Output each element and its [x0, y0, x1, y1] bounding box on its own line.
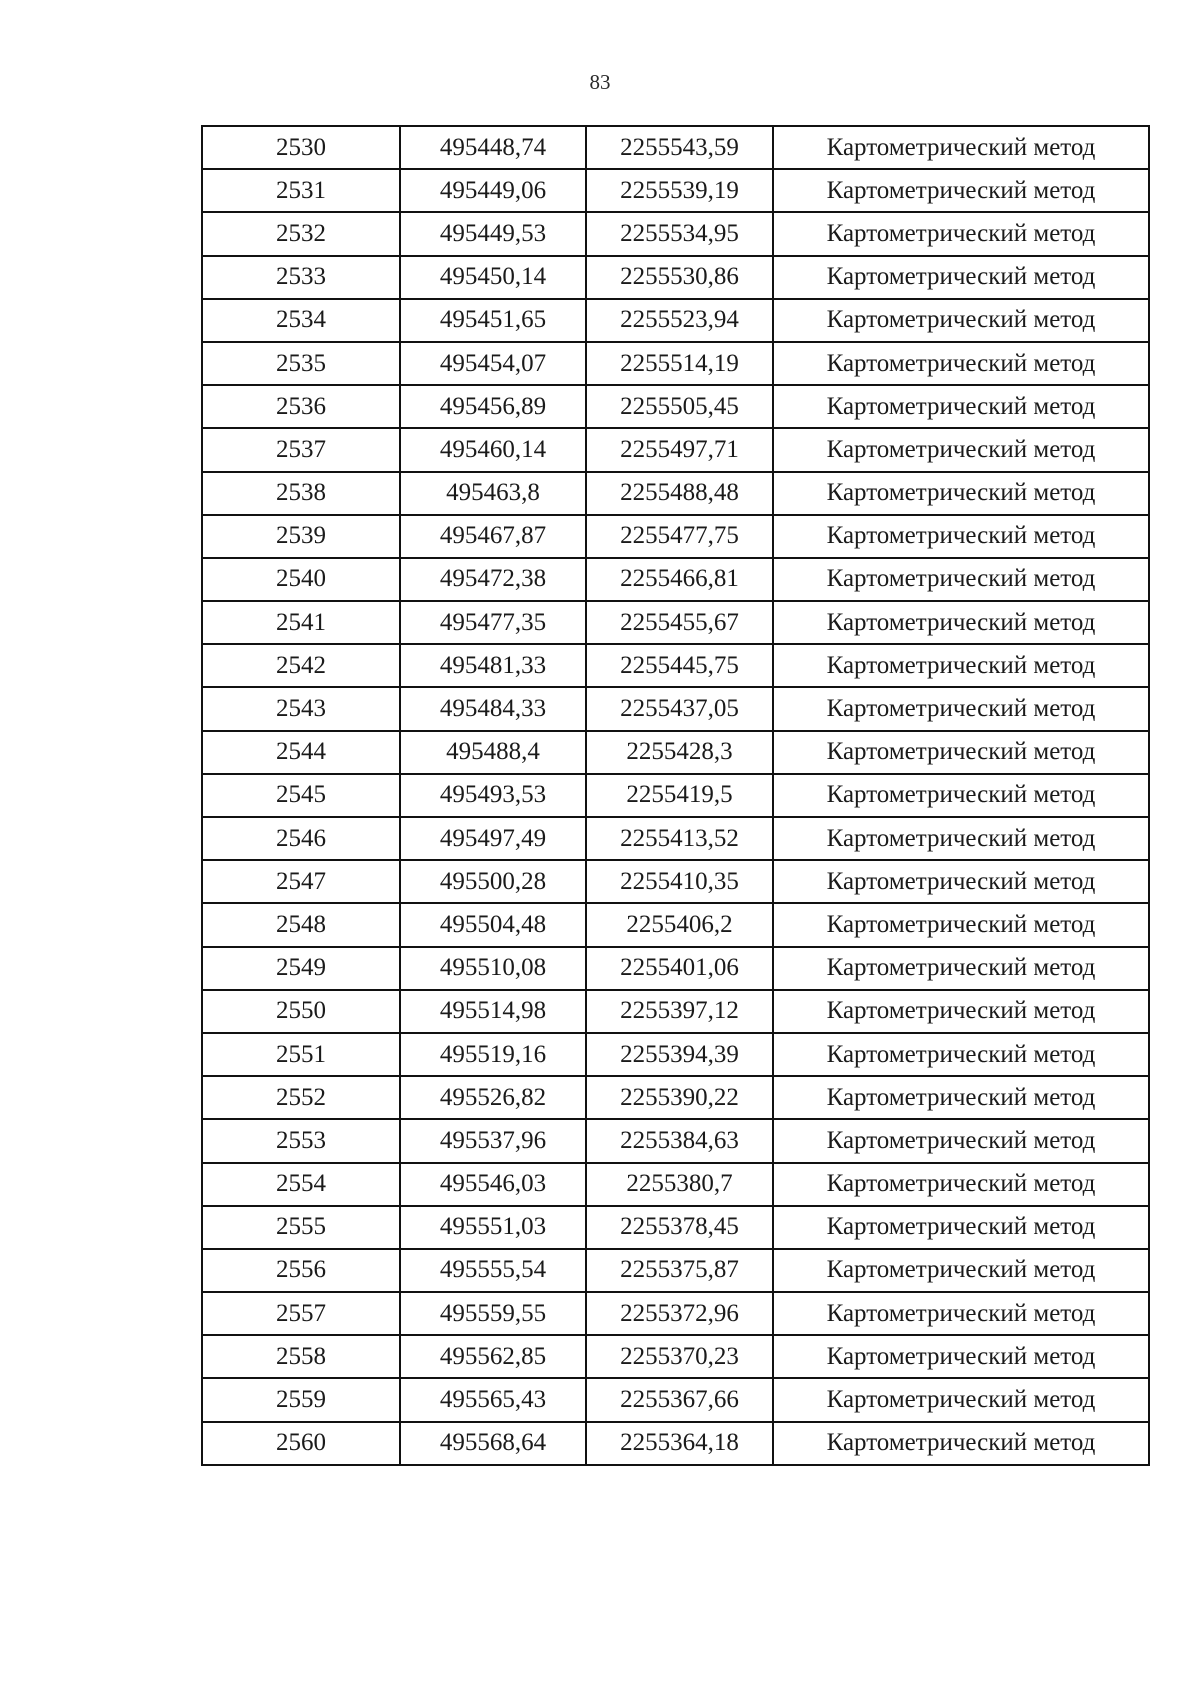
table-row	[202, 256, 1149, 299]
table-row	[202, 212, 1149, 255]
method-cell: Картометрический метод	[773, 601, 1149, 644]
method-cell: Картометрический метод	[773, 1292, 1149, 1335]
method-cell: Картометрический метод	[773, 687, 1149, 730]
y-coordinate-cell: 2255390,22	[586, 1076, 773, 1119]
x-coordinate-cell: 495568,64	[400, 1422, 586, 1465]
table-row	[202, 428, 1149, 471]
y-coordinate-cell: 2255488,48	[586, 472, 773, 515]
table-row	[202, 299, 1149, 342]
method-cell: Картометрический метод	[773, 299, 1149, 342]
method-cell: Картометрический метод	[773, 774, 1149, 817]
method-cell: Картометрический метод	[773, 903, 1149, 946]
point-number-cell: 2552	[202, 1076, 400, 1119]
table-row	[202, 1292, 1149, 1335]
table-row	[202, 687, 1149, 730]
y-coordinate-cell: 2255378,45	[586, 1206, 773, 1249]
x-coordinate-cell: 495467,87	[400, 515, 586, 558]
table-row	[202, 472, 1149, 515]
x-coordinate-cell: 495451,65	[400, 299, 586, 342]
x-coordinate-cell: 495497,49	[400, 817, 586, 860]
y-coordinate-cell: 2255539,19	[586, 169, 773, 212]
x-coordinate-cell: 495555,54	[400, 1249, 586, 1292]
table-row	[202, 774, 1149, 817]
method-cell: Картометрический метод	[773, 169, 1149, 212]
point-number-cell: 2531	[202, 169, 400, 212]
method-cell: Картометрический метод	[773, 472, 1149, 515]
point-number-cell: 2538	[202, 472, 400, 515]
point-number-cell: 2536	[202, 385, 400, 428]
table-row	[202, 947, 1149, 990]
point-number-cell: 2544	[202, 731, 400, 774]
method-cell: Картометрический метод	[773, 256, 1149, 299]
method-cell: Картометрический метод	[773, 1422, 1149, 1465]
y-coordinate-cell: 2255514,19	[586, 342, 773, 385]
method-cell: Картометрический метод	[773, 1163, 1149, 1206]
point-number-cell: 2550	[202, 990, 400, 1033]
table-row	[202, 342, 1149, 385]
y-coordinate-cell: 2255370,23	[586, 1335, 773, 1378]
table-row	[202, 601, 1149, 644]
coordinates-table-container	[201, 125, 1150, 1466]
y-coordinate-cell: 2255367,66	[586, 1378, 773, 1421]
point-number-cell: 2553	[202, 1119, 400, 1162]
x-coordinate-cell: 495481,33	[400, 644, 586, 687]
point-number-cell: 2530	[202, 126, 400, 169]
point-number-cell: 2539	[202, 515, 400, 558]
point-number-cell: 2551	[202, 1033, 400, 1076]
point-number-cell: 2532	[202, 212, 400, 255]
point-number-cell: 2543	[202, 687, 400, 730]
y-coordinate-cell: 2255477,75	[586, 515, 773, 558]
x-coordinate-cell: 495463,8	[400, 472, 586, 515]
y-coordinate-cell: 2255428,3	[586, 731, 773, 774]
method-cell: Картометрический метод	[773, 385, 1149, 428]
y-coordinate-cell: 2255466,81	[586, 558, 773, 601]
y-coordinate-cell: 2255397,12	[586, 990, 773, 1033]
table-row	[202, 1119, 1149, 1162]
method-cell: Картометрический метод	[773, 515, 1149, 558]
x-coordinate-cell: 495493,53	[400, 774, 586, 817]
table-row	[202, 515, 1149, 558]
x-coordinate-cell: 495510,08	[400, 947, 586, 990]
method-cell: Картометрический метод	[773, 1378, 1149, 1421]
point-number-cell: 2533	[202, 256, 400, 299]
point-number-cell: 2545	[202, 774, 400, 817]
table-row	[202, 1422, 1149, 1465]
y-coordinate-cell: 2255455,67	[586, 601, 773, 644]
y-coordinate-cell: 2255413,52	[586, 817, 773, 860]
point-number-cell: 2548	[202, 903, 400, 946]
y-coordinate-cell: 2255372,96	[586, 1292, 773, 1335]
method-cell: Картометрический метод	[773, 1335, 1149, 1378]
x-coordinate-cell: 495450,14	[400, 256, 586, 299]
point-number-cell: 2557	[202, 1292, 400, 1335]
method-cell: Картометрический метод	[773, 558, 1149, 601]
x-coordinate-cell: 495449,53	[400, 212, 586, 255]
method-cell: Картометрический метод	[773, 1076, 1149, 1119]
method-cell: Картометрический метод	[773, 1249, 1149, 1292]
method-cell: Картометрический метод	[773, 428, 1149, 471]
y-coordinate-cell: 2255410,35	[586, 860, 773, 903]
method-cell: Картометрический метод	[773, 644, 1149, 687]
x-coordinate-cell: 495454,07	[400, 342, 586, 385]
table-row	[202, 1163, 1149, 1206]
method-cell: Картометрический метод	[773, 860, 1149, 903]
y-coordinate-cell: 2255445,75	[586, 644, 773, 687]
table-row	[202, 1033, 1149, 1076]
x-coordinate-cell: 495484,33	[400, 687, 586, 730]
method-cell: Картометрический метод	[773, 731, 1149, 774]
y-coordinate-cell: 2255530,86	[586, 256, 773, 299]
point-number-cell: 2554	[202, 1163, 400, 1206]
point-number-cell: 2540	[202, 558, 400, 601]
x-coordinate-cell: 495488,4	[400, 731, 586, 774]
table-row	[202, 558, 1149, 601]
table-row	[202, 903, 1149, 946]
point-number-cell: 2541	[202, 601, 400, 644]
x-coordinate-cell: 495456,89	[400, 385, 586, 428]
point-number-cell: 2559	[202, 1378, 400, 1421]
y-coordinate-cell: 2255543,59	[586, 126, 773, 169]
point-number-cell: 2535	[202, 342, 400, 385]
method-cell: Картометрический метод	[773, 817, 1149, 860]
point-number-cell: 2542	[202, 644, 400, 687]
x-coordinate-cell: 495504,48	[400, 903, 586, 946]
y-coordinate-cell: 2255406,2	[586, 903, 773, 946]
method-cell: Картометрический метод	[773, 990, 1149, 1033]
x-coordinate-cell: 495500,28	[400, 860, 586, 903]
table-row	[202, 1335, 1149, 1378]
y-coordinate-cell: 2255384,63	[586, 1119, 773, 1162]
x-coordinate-cell: 495472,38	[400, 558, 586, 601]
table-row	[202, 1206, 1149, 1249]
table-row	[202, 169, 1149, 212]
x-coordinate-cell: 495460,14	[400, 428, 586, 471]
x-coordinate-cell: 495448,74	[400, 126, 586, 169]
y-coordinate-cell: 2255505,45	[586, 385, 773, 428]
point-number-cell: 2556	[202, 1249, 400, 1292]
x-coordinate-cell: 495514,98	[400, 990, 586, 1033]
coordinates-table	[201, 125, 1150, 1466]
table-row	[202, 1378, 1149, 1421]
table-row	[202, 1249, 1149, 1292]
point-number-cell: 2534	[202, 299, 400, 342]
y-coordinate-cell: 2255401,06	[586, 947, 773, 990]
point-number-cell: 2546	[202, 817, 400, 860]
y-coordinate-cell: 2255364,18	[586, 1422, 773, 1465]
y-coordinate-cell: 2255419,5	[586, 774, 773, 817]
y-coordinate-cell: 2255437,05	[586, 687, 773, 730]
table-row	[202, 731, 1149, 774]
x-coordinate-cell: 495559,55	[400, 1292, 586, 1335]
x-coordinate-cell: 495565,43	[400, 1378, 586, 1421]
x-coordinate-cell: 495477,35	[400, 601, 586, 644]
x-coordinate-cell: 495449,06	[400, 169, 586, 212]
method-cell: Картометрический метод	[773, 1206, 1149, 1249]
method-cell: Картометрический метод	[773, 1033, 1149, 1076]
method-cell: Картометрический метод	[773, 342, 1149, 385]
method-cell: Картометрический метод	[773, 212, 1149, 255]
method-cell: Картометрический метод	[773, 126, 1149, 169]
x-coordinate-cell: 495562,85	[400, 1335, 586, 1378]
y-coordinate-cell: 2255534,95	[586, 212, 773, 255]
point-number-cell: 2558	[202, 1335, 400, 1378]
method-cell: Картометрический метод	[773, 1119, 1149, 1162]
table-row	[202, 990, 1149, 1033]
method-cell: Картометрический метод	[773, 947, 1149, 990]
point-number-cell: 2560	[202, 1422, 400, 1465]
y-coordinate-cell: 2255523,94	[586, 299, 773, 342]
y-coordinate-cell: 2255375,87	[586, 1249, 773, 1292]
table-row	[202, 860, 1149, 903]
x-coordinate-cell: 495519,16	[400, 1033, 586, 1076]
point-number-cell: 2555	[202, 1206, 400, 1249]
table-row	[202, 126, 1149, 169]
y-coordinate-cell: 2255380,7	[586, 1163, 773, 1206]
y-coordinate-cell: 2255497,71	[586, 428, 773, 471]
table-row	[202, 817, 1149, 860]
x-coordinate-cell: 495537,96	[400, 1119, 586, 1162]
page-number: 83	[589, 70, 611, 94]
x-coordinate-cell: 495526,82	[400, 1076, 586, 1119]
x-coordinate-cell: 495551,03	[400, 1206, 586, 1249]
y-coordinate-cell: 2255394,39	[586, 1033, 773, 1076]
table-row	[202, 644, 1149, 687]
coordinates-table-body	[202, 126, 1149, 1465]
point-number-cell: 2547	[202, 860, 400, 903]
x-coordinate-cell: 495546,03	[400, 1163, 586, 1206]
table-row	[202, 1076, 1149, 1119]
point-number-cell: 2549	[202, 947, 400, 990]
table-row	[202, 385, 1149, 428]
point-number-cell: 2537	[202, 428, 400, 471]
